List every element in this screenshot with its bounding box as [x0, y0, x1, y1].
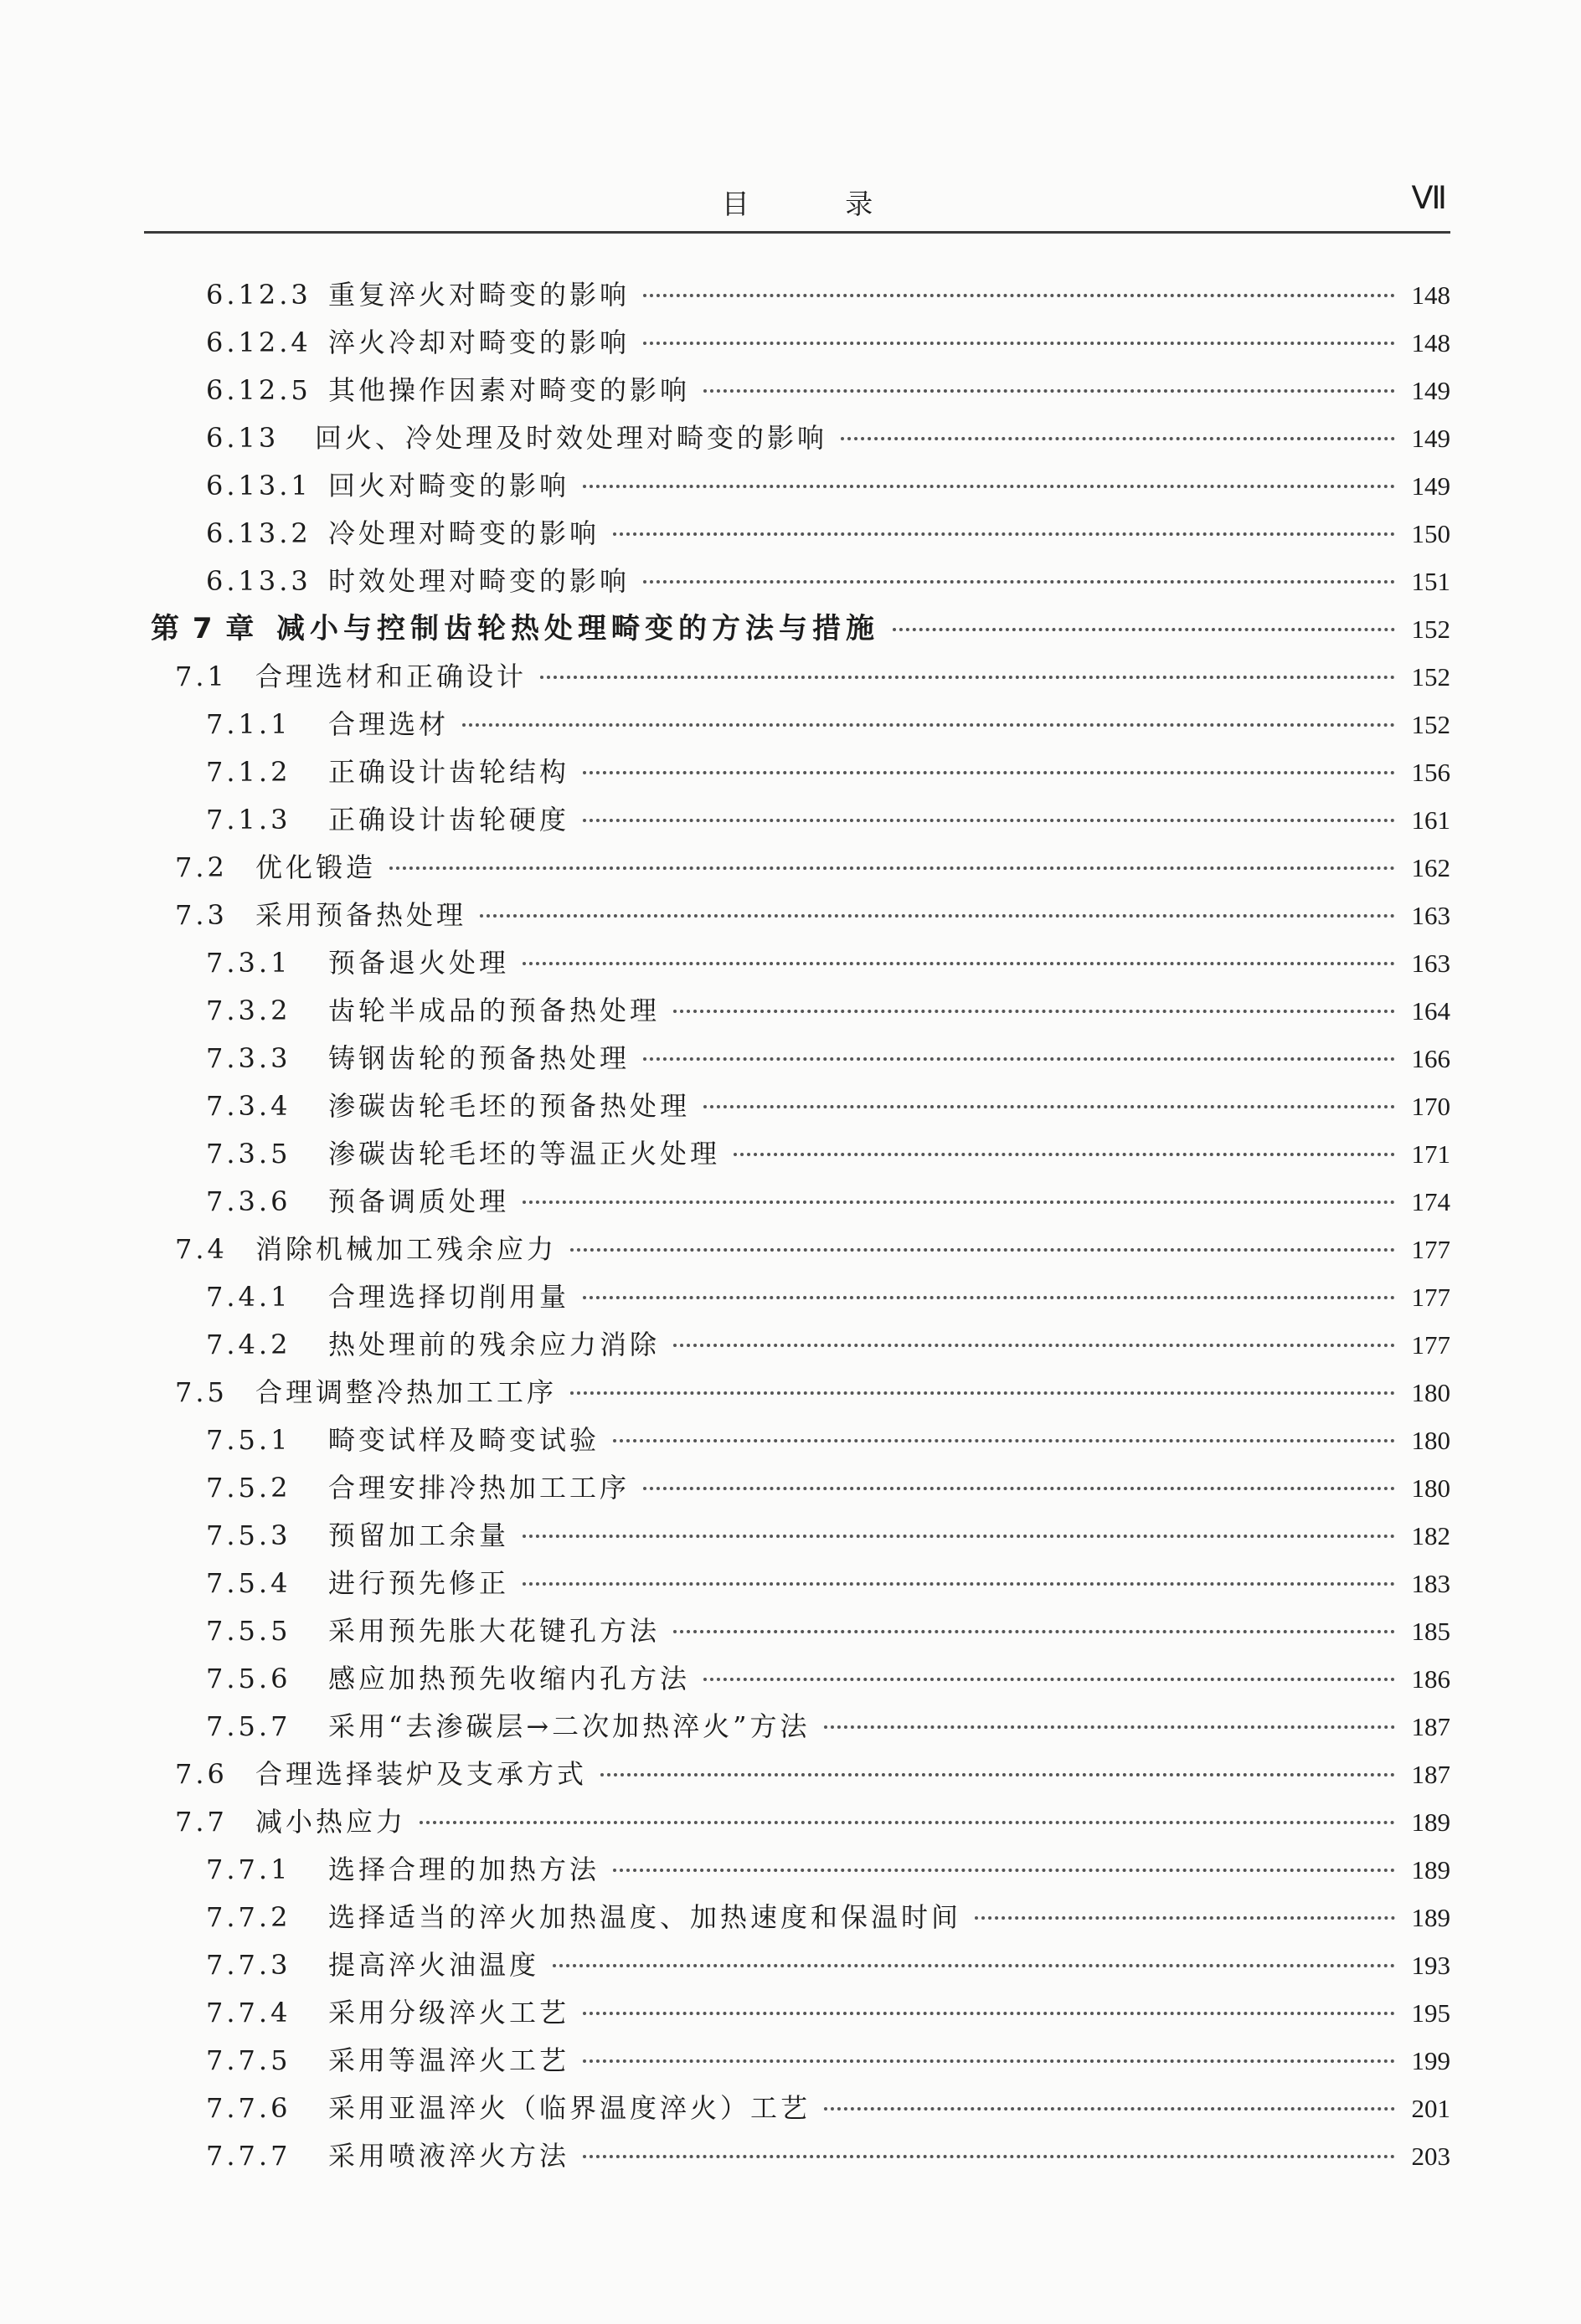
- dot-leader: [583, 771, 1395, 774]
- toc-entry-title: 选择合理的加热方法: [328, 1854, 600, 1885]
- dot-leader: [523, 962, 1395, 965]
- dot-leader: [643, 580, 1395, 584]
- toc-entry-number: 7.5.3: [206, 1519, 291, 1551]
- toc-entry[interactable]: [144, 1703, 1450, 1751]
- toc-entry-number: 7.3.5: [206, 1138, 291, 1170]
- dot-leader: [643, 294, 1395, 297]
- toc-entry-number: 7.1: [175, 661, 228, 692]
- dot-leader: [975, 1916, 1395, 1920]
- toc-entry-page: 185: [1411, 1617, 1450, 1646]
- toc-entry-title: 齿轮半成品的预备热处理: [328, 995, 661, 1026]
- toc-entry-title: 采用喷液淬火方法: [328, 2140, 570, 2172]
- toc-entry[interactable]: [144, 1273, 1450, 1321]
- running-header: [144, 176, 1450, 234]
- toc-entry-number: 6.13.1: [206, 470, 312, 501]
- toc-entry-page: 150: [1411, 519, 1450, 548]
- dot-leader: [613, 532, 1395, 536]
- toc-entry-title: 淬火冷却对畸变的影响: [328, 326, 631, 358]
- toc-entry-title: 合理安排冷热加工工序: [328, 1472, 631, 1504]
- toc-entry-title: 选择适当的淬火加热温度、加热速度和保温时间: [328, 1901, 962, 1933]
- toc-entry-number: 7.5.6: [206, 1663, 291, 1694]
- toc-entry-page: 180: [1411, 1378, 1450, 1407]
- toc-entry-page: 189: [1411, 1903, 1450, 1932]
- table-of-contents: [144, 271, 1450, 2180]
- toc-entry-title: 采用等温淬火工艺: [328, 2044, 570, 2076]
- toc-entry[interactable]: [144, 1464, 1450, 1512]
- toc-entry-title: 进行预先修正: [328, 1567, 510, 1599]
- toc-entry-title: 采用分级淬火工艺: [328, 1997, 570, 2028]
- toc-entry-page: 177: [1411, 1235, 1450, 1264]
- dot-leader: [420, 1821, 1395, 1824]
- toc-entry[interactable]: [144, 462, 1450, 510]
- toc-entry-page: 193: [1411, 1951, 1450, 1980]
- toc-entry-number: 7.3.6: [206, 1185, 291, 1217]
- toc-entry[interactable]: [144, 1941, 1450, 1989]
- toc-entry-page: 163: [1411, 901, 1450, 930]
- dot-leader: [570, 1391, 1395, 1395]
- toc-chapter-entry[interactable]: [144, 605, 1450, 653]
- toc-entry-page: 189: [1411, 1855, 1450, 1884]
- dot-leader: [540, 676, 1395, 679]
- toc-entry-number: 7.5.1: [206, 1424, 291, 1456]
- toc-entry-title: 合理选择装炉及支承方式: [255, 1758, 588, 1790]
- toc-entry-page: 171: [1411, 1139, 1450, 1169]
- toc-entry[interactable]: [144, 1178, 1450, 1226]
- toc-entry-page: 195: [1411, 1998, 1450, 2028]
- toc-entry[interactable]: [144, 1798, 1450, 1846]
- toc-entry-number: 7.3.4: [206, 1090, 291, 1122]
- toc-entry-number: 7.5.5: [206, 1615, 291, 1647]
- dot-leader: [703, 1105, 1395, 1108]
- toc-entry-title: 时效处理对畸变的影响: [328, 565, 631, 597]
- toc-entry[interactable]: [144, 1989, 1450, 2037]
- toc-entry[interactable]: [144, 2132, 1450, 2180]
- toc-entry[interactable]: [144, 1751, 1450, 1798]
- dot-leader: [893, 628, 1395, 631]
- toc-entry-number: 7.3.2: [206, 995, 291, 1026]
- toc-entry-title: 正确设计齿轮结构: [328, 756, 570, 788]
- dot-leader: [673, 1344, 1395, 1347]
- toc-entry-page: 186: [1411, 1664, 1450, 1694]
- toc-entry-page: 180: [1411, 1426, 1450, 1455]
- toc-entry-number: 7.7.7: [206, 2140, 291, 2172]
- toc-entry-page: 161: [1411, 805, 1450, 835]
- toc-entry-page: 199: [1411, 2046, 1450, 2075]
- toc-entry-page: 201: [1411, 2094, 1450, 2123]
- toc-entry-page: 149: [1411, 471, 1450, 501]
- dot-leader: [570, 1248, 1395, 1252]
- toc-entry-page: 156: [1411, 758, 1450, 787]
- toc-entry-page: 148: [1411, 280, 1450, 310]
- dot-leader: [643, 1057, 1395, 1061]
- dot-leader: [824, 1725, 1395, 1729]
- toc-entry-title: 预备退火处理: [328, 947, 510, 979]
- toc-entry-title: 采用“去渗碳层→二次加热淬火”方法: [328, 1710, 811, 1742]
- toc-entry-title: 采用亚温淬火（临界温度淬火）工艺: [328, 2092, 811, 2124]
- toc-entry-number: 6.12.4: [206, 326, 312, 358]
- toc-entry-title: 回火对畸变的影响: [328, 470, 570, 501]
- toc-entry-number: 7.1.3: [206, 804, 291, 836]
- toc-entry[interactable]: [144, 701, 1450, 748]
- toc-entry-page: 177: [1411, 1330, 1450, 1360]
- toc-entry[interactable]: [144, 1894, 1450, 1941]
- toc-entry-page: 187: [1411, 1712, 1450, 1741]
- toc-entry-number: 7.7.1: [206, 1854, 291, 1885]
- toc-entry[interactable]: [144, 892, 1450, 939]
- dot-leader: [583, 485, 1395, 488]
- header-title: 目 录: [721, 188, 917, 220]
- toc-entry-page: 149: [1411, 376, 1450, 405]
- toc-entry[interactable]: [144, 1655, 1450, 1703]
- toc-entry-number: 6.12.3: [206, 279, 312, 311]
- toc-entry[interactable]: [144, 2037, 1450, 2085]
- toc-entry-number: 7.2: [175, 851, 228, 883]
- toc-entry[interactable]: [144, 2085, 1450, 2132]
- dot-leader: [480, 914, 1395, 918]
- dot-leader: [523, 1582, 1395, 1586]
- toc-entry-page: 187: [1411, 1760, 1450, 1789]
- dot-leader: [583, 2012, 1395, 2015]
- toc-entry-page: 203: [1411, 2141, 1450, 2171]
- toc-entry-number: 6.13: [206, 422, 280, 454]
- toc-entry-title: 感应加热预先收缩内孔方法: [328, 1663, 691, 1694]
- dot-leader: [523, 1535, 1395, 1538]
- toc-entry-title: 其他操作因素对畸变的影响: [328, 374, 691, 406]
- toc-entry-title: 合理选材和正确设计: [255, 661, 528, 692]
- dot-leader: [613, 1869, 1395, 1872]
- toc-entry-number: 7.6: [175, 1758, 228, 1790]
- dot-leader: [462, 723, 1395, 727]
- toc-entry-number: 6.13.2: [206, 517, 312, 549]
- toc-entry[interactable]: [144, 1226, 1450, 1273]
- toc-entry-page: 152: [1411, 614, 1450, 644]
- toc-entry[interactable]: [144, 1035, 1450, 1082]
- dot-leader: [553, 1964, 1395, 1967]
- dot-leader: [643, 1487, 1395, 1490]
- dot-leader: [583, 1296, 1395, 1299]
- toc-entry-title: 消除机械加工残余应力: [255, 1233, 558, 1265]
- toc-entry-number: 7.4: [175, 1233, 228, 1265]
- toc-entry[interactable]: [144, 1607, 1450, 1655]
- toc-entry-page: 151: [1411, 567, 1450, 596]
- toc-entry-number: 7.3.3: [206, 1042, 291, 1074]
- toc-entry[interactable]: [144, 939, 1450, 987]
- toc-entry-number: 7.7: [175, 1806, 228, 1838]
- toc-entry-number: 7.5.2: [206, 1472, 291, 1504]
- toc-entry[interactable]: [144, 1846, 1450, 1894]
- dot-leader: [703, 1678, 1395, 1681]
- toc-entry-number: 7.3: [175, 899, 228, 931]
- toc-entry-page: 149: [1411, 424, 1450, 453]
- dot-leader: [734, 1153, 1395, 1156]
- toc-entry-number: 7.7.5: [206, 2044, 291, 2076]
- dot-leader: [673, 1010, 1395, 1013]
- toc-entry-page: 183: [1411, 1569, 1450, 1598]
- toc-entry[interactable]: [144, 414, 1450, 462]
- toc-entry-page: 177: [1411, 1283, 1450, 1312]
- toc-entry-number: 第 7 章: [151, 612, 256, 645]
- toc-entry-title: 回火、冷处理及时效处理对畸变的影响: [315, 422, 828, 454]
- toc-entry-title: 畸变试样及畸变试验: [328, 1424, 600, 1456]
- toc-entry-number: 7.5.4: [206, 1567, 291, 1599]
- toc-entry[interactable]: [144, 653, 1450, 701]
- toc-entry-number: 7.7.3: [206, 1949, 291, 1981]
- toc-entry[interactable]: [144, 271, 1450, 319]
- dot-leader: [824, 2107, 1395, 2111]
- toc-entry[interactable]: [144, 1321, 1450, 1369]
- toc-entry[interactable]: [144, 510, 1450, 558]
- toc-entry-title: 提高淬火油温度: [328, 1949, 540, 1981]
- toc-entry-title: 合理选择切削用量: [328, 1281, 570, 1313]
- toc-entry-page: 164: [1411, 996, 1450, 1026]
- toc-entry-title: 减小热应力: [255, 1806, 407, 1838]
- toc-entry-page: 170: [1411, 1092, 1450, 1121]
- toc-entry[interactable]: [144, 987, 1450, 1035]
- dot-leader: [673, 1630, 1395, 1633]
- toc-entry-page: 152: [1411, 662, 1450, 692]
- toc-entry-title: 减小与控制齿轮热处理畸变的方法与措施: [276, 612, 879, 645]
- header-page-number: Ⅶ: [1411, 181, 1445, 216]
- toc-entry-title: 热处理前的残余应力消除: [328, 1329, 661, 1360]
- toc-entry-page: 189: [1411, 1807, 1450, 1837]
- toc-entry[interactable]: [144, 748, 1450, 796]
- toc-entry-title: 冷处理对畸变的影响: [328, 517, 600, 549]
- toc-entry-number: 7.5.7: [206, 1710, 291, 1742]
- toc-entry[interactable]: [144, 1082, 1450, 1130]
- toc-entry[interactable]: [144, 1130, 1450, 1178]
- dot-leader: [583, 819, 1395, 822]
- toc-entry-number: 7.1.1: [206, 708, 291, 740]
- dot-leader: [583, 2059, 1395, 2063]
- dot-leader: [583, 2155, 1395, 2158]
- toc-entry-number: 7.7.4: [206, 1997, 291, 2028]
- dot-leader: [523, 1201, 1395, 1204]
- toc-entry-number: 6.13.3: [206, 565, 312, 597]
- dot-leader: [600, 1773, 1395, 1776]
- toc-entry-title: 优化锻造: [255, 851, 377, 883]
- toc-entry[interactable]: [144, 1417, 1450, 1464]
- toc-entry[interactable]: [144, 1560, 1450, 1607]
- toc-entry-page: 180: [1411, 1473, 1450, 1503]
- toc-entry-title: 正确设计齿轮硬度: [328, 804, 570, 836]
- toc-entry-page: 148: [1411, 328, 1450, 357]
- toc-entry-number: 7.3.1: [206, 947, 291, 979]
- toc-entry-number: 7.5: [175, 1376, 228, 1408]
- toc-entry-page: 163: [1411, 949, 1450, 978]
- toc-entry-title: 铸钢齿轮的预备热处理: [328, 1042, 631, 1074]
- toc-entry[interactable]: [144, 1512, 1450, 1560]
- dot-leader: [643, 342, 1395, 345]
- toc-entry-number: 7.4.1: [206, 1281, 291, 1313]
- toc-entry-number: 7.4.2: [206, 1329, 291, 1360]
- toc-entry[interactable]: [144, 844, 1450, 892]
- toc-entry-number: 7.7.6: [206, 2092, 291, 2124]
- toc-entry[interactable]: [144, 319, 1450, 367]
- toc-entry-title: 预备调质处理: [328, 1185, 510, 1217]
- toc-entry[interactable]: [144, 558, 1450, 605]
- dot-leader: [389, 866, 1395, 870]
- toc-entry-title: 采用预先胀大花键孔方法: [328, 1615, 661, 1647]
- toc-entry[interactable]: [144, 796, 1450, 844]
- dot-leader: [703, 389, 1395, 393]
- toc-entry[interactable]: [144, 1369, 1450, 1417]
- toc-entry-page: 152: [1411, 710, 1450, 739]
- toc-entry-page: 182: [1411, 1521, 1450, 1550]
- toc-entry-title: 渗碳齿轮毛坯的等温正火处理: [328, 1138, 721, 1170]
- toc-entry-title: 采用预备热处理: [255, 899, 467, 931]
- toc-entry-title: 预留加工余量: [328, 1519, 510, 1551]
- toc-entry-page: 166: [1411, 1044, 1450, 1073]
- toc-entry[interactable]: [144, 367, 1450, 414]
- toc-entry-title: 合理调整冷热加工工序: [255, 1376, 558, 1408]
- toc-entry-number: 7.1.2: [206, 756, 291, 788]
- dot-leader: [841, 437, 1395, 440]
- toc-entry-title: 渗碳齿轮毛坯的预备热处理: [328, 1090, 691, 1122]
- dot-leader: [613, 1439, 1395, 1442]
- toc-entry-page: 174: [1411, 1187, 1450, 1216]
- toc-entry-number: 6.12.5: [206, 374, 312, 406]
- toc-entry-title: 重复淬火对畸变的影响: [328, 279, 631, 311]
- toc-entry-title: 合理选材: [328, 708, 450, 740]
- toc-entry-page: 162: [1411, 853, 1450, 882]
- toc-entry-number: 7.7.2: [206, 1901, 291, 1933]
